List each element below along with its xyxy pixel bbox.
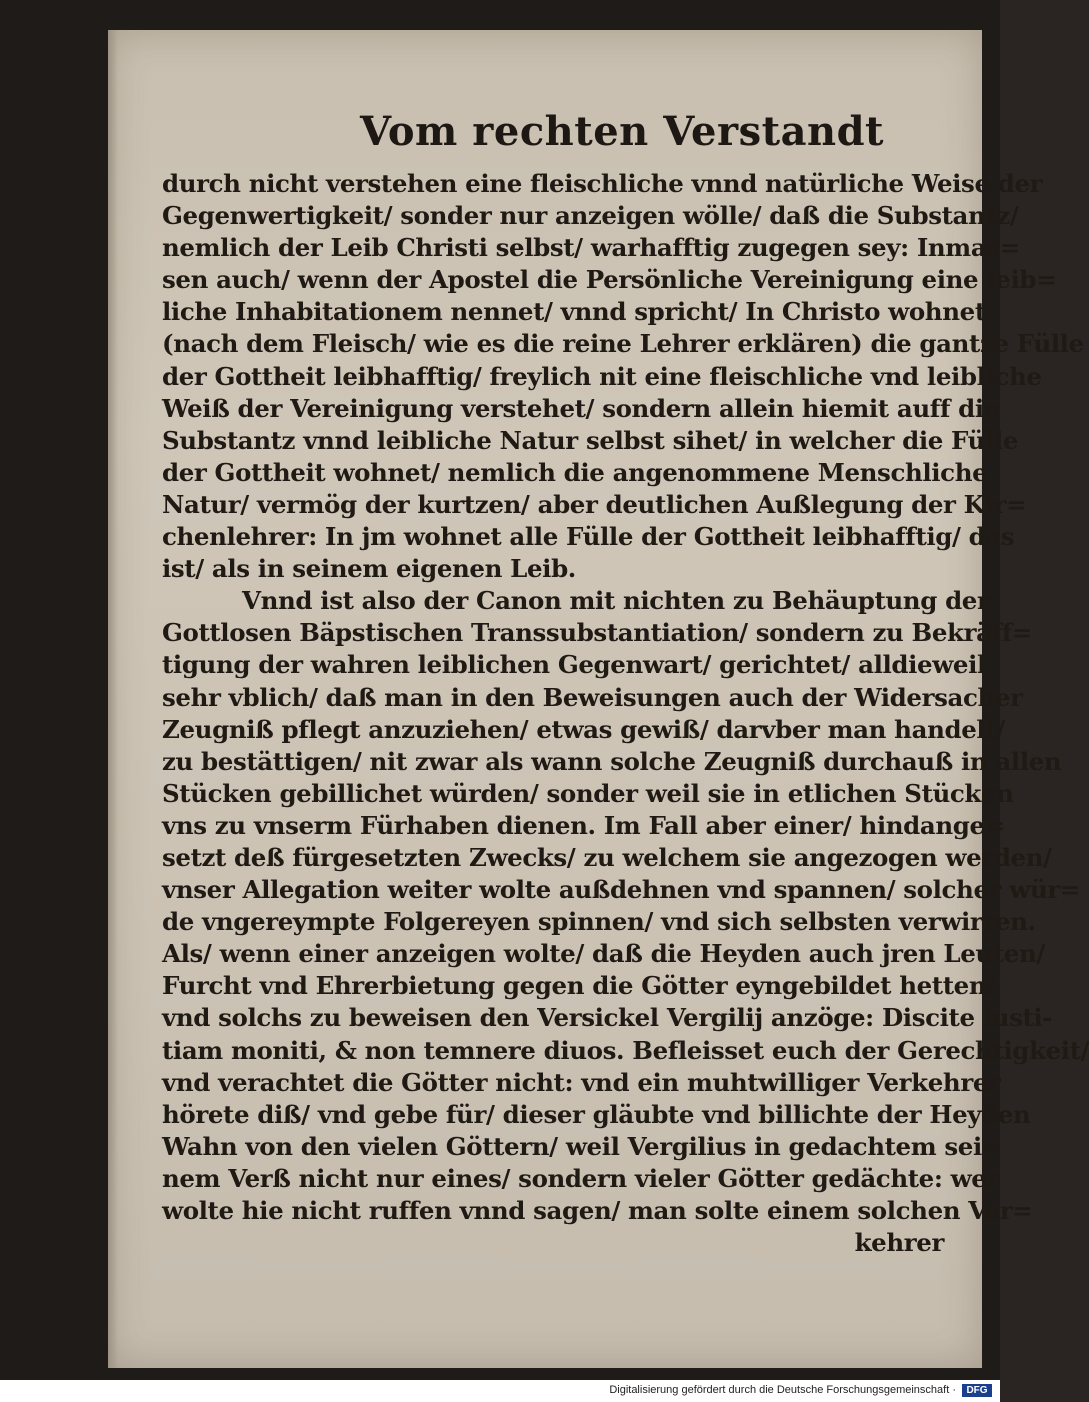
text-line: sehr vblich/ daß man in den Beweisungen auch der Widersacher [162,682,1023,712]
text-line: tigung der wahren leiblichen Gegenwart/ gerichtet/ alldieweil [162,650,986,680]
text-line: wolte hie nicht ruffen vnnd sagen/ man solte einem solchen Ver= [162,1196,1033,1225]
text-line: Wahn von den vielen Göttern/ weil Vergilius in gedachtem sei= [162,1131,1002,1161]
paragraph-start-line: Vnnd ist also der Canon mit nichten zu Behäuptung der [242,586,990,616]
text-line: der Gottheit leibhafftig/ freylich nit eine fleischliche vnd leibliche [162,361,1042,391]
text-line: Gottlosen Bäpstischen Transsubstantiation/ sondern zu Bekräff= [162,618,1033,648]
catchword: kehrer [854,1228,944,1258]
text-line: durch nicht verstehen eine fleischliche vnnd natürliche Weise der [162,169,1043,198]
page-gutter-shadow [108,30,118,1368]
text-line: Weiß der Vereinigung verstehet/ sondern allein hiemit auff die [162,393,999,423]
text-line: Natur/ vermög der kurtzen/ aber deutlichen Außlegung der Kir= [162,489,1027,519]
text-line: (nach dem Fleisch/ wie es die reine Lehrer erklären) die gantze Fülle [162,329,1084,359]
page-body-text [162,168,1089,1259]
text-line: vns zu vnserm Fürhaben dienen. Im Fall aber einer/ hindange= [162,810,1005,840]
text-line: Gegenwertigkeit/ sonder nur anzeigen wölle/ daß die Substantz/ [162,201,1019,231]
text-line: nem Verß nicht nur eines/ sondern vieler Götter gedächte: wer [162,1163,1000,1193]
text-line: Stücken gebillichet würden/ sonder weil sie in etlichen Stücken [162,778,1014,808]
running-head: Vom rechten Verstandt [360,108,885,155]
funding-credit: Digitalisierung gefördert durch die Deutsche Forschungsgemeinschaft · [609,1384,956,1396]
text-line: hörete diß/ vnd gebe für/ dieser gläubte vnd billichte der Heyden [162,1099,1031,1129]
text-line: vnser Allegation weiter wolte außdehnen vnd spannen/ solcher wür= [162,875,1081,905]
text-line: Substantz vnnd leibliche Natur selbst sihet/ in welcher die Fülle [162,425,1019,455]
text-line: Als/ wenn einer anzeigen wolte/ daß die Heyden auch jren Leuten/ [162,939,1045,969]
text-line: nemlich der Leib Christi selbst/ warhafftig zugegen sey: Inmas= [162,233,1020,263]
footer-bar [0,1380,1000,1402]
text-line: Furcht vnd Ehrerbietung gegen die Götter eyngebildet hetten/ [162,971,995,1001]
text-line: sen auch/ wenn der Apostel die Persönliche Vereinigung eine leib= [162,265,1057,295]
text-line: de vngereympte Folgereyen spinnen/ vnd sich selbsten verwirren. [162,907,1036,937]
text-line: ist/ als in seinem eigenen Leib. [162,554,576,584]
text-line: der Gottheit wohnet/ nemlich die angenommene Menschliche [162,457,988,487]
dfg-logo[interactable]: DFG [962,1384,992,1397]
text-line: tiam moniti, & non temnere diuos. Befleisset euch der Gerechtigkeit/ [162,1035,1089,1065]
text-line: setzt deß fürgesetzten Zwecks/ zu welchem sie angezogen werden/ [162,842,1052,872]
text-line: vnd verachtet die Götter nicht: vnd ein muhtwilliger Verkehrer [162,1067,1001,1097]
text-line: chenlehrer: In jm wohnet alle Fülle der Gottheit leibhafftig/ das [162,522,1015,552]
text-line: Zeugniß pflegt anzuziehen/ etwas gewiß/ darvber man handelt/ [162,714,1005,744]
text-line: liche Inhabitationem nennet/ vnnd spricht/ In Christo wohnet [162,297,986,327]
text-line: zu bestättigen/ nit zwar als wann solche Zeugniß durchauß in allen [162,746,1062,776]
text-line: vnd solchs zu beweisen den Versickel Vergilij anzöge: Discite iusti- [162,1003,1053,1033]
